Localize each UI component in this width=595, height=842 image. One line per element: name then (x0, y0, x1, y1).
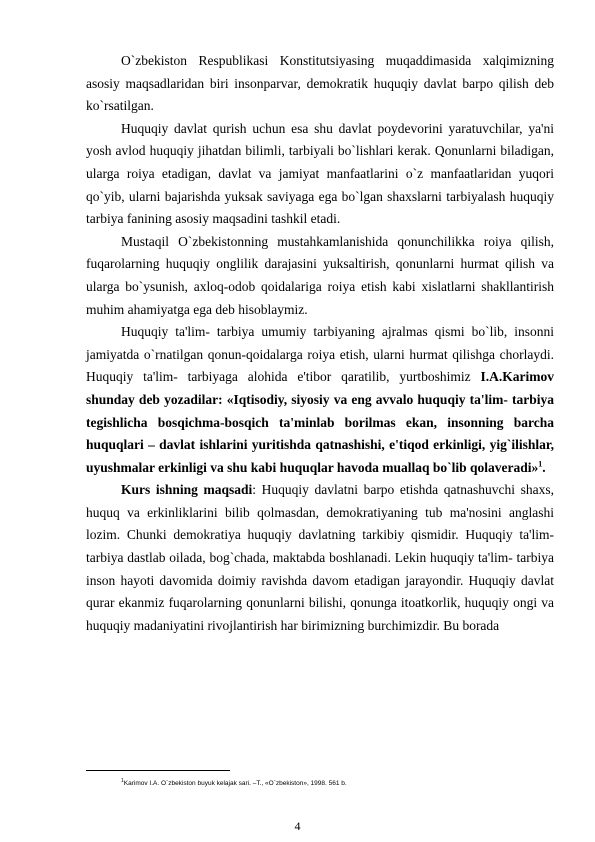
course-goal-label: Kurs ishning maqsadi (121, 482, 253, 498)
paragraph-legal-education (86, 321, 554, 479)
paragraph-text: O`zbekiston Respublikasi Konstitutsiyasing muqaddimasida xalqimizning asosiy maqsadlaridan biri insonparvar, demokratik huquqiy davlat barpo qilish deb ko`rsatilgan. (86, 53, 554, 114)
paragraph-text: : Huquqiy davlatni barpo etishda qatnashuvchi shaxs, huquq va erkinliklarini bilib qolmasdan, demokratiyaning tub ma'nosini anglashi lozim. Chunki demokratiya huquqiy davlatning tarkibiy qismidir. Huquqiy ta'lim- tarbiya dastlab oilada, bog`chada, maktabda boshlanadi. Lekin huquqiy ta'lim- tarbiya inson hayoti davomida doimiy ravishda davom etadigan jarayondir. Huquqiy davlat qurar ekanmiz fuqarolarning qonunlarni bilishi, qonunga itoatkorlik, huquqiy ongi va huquqiy madaniyatini rivojlantirish har birimizning burchimizdir. Bu borada (86, 482, 554, 633)
footnote-reference[interactable]: 1 (538, 459, 543, 469)
footnote (121, 779, 347, 788)
karimov-quote: I.A.Karimov shunday deb yozadilar: «Iqtisodiy, siyosiy va eng avvalo huquqiy ta'lim- tarbiya tegishlicha bosqichma-bosqich ta'minlab borilmas ekan, insonning barcha huquqlari – davlat ishlarini yuritishda qatnashishi, e'tiqod erkinligi, yig`ilishlar, uyushmalar erkinligi va shu kabi huquqlar havoda muallaq bo`lib qolaveradi» (86, 369, 554, 475)
paragraph-independent-uzbekistan (86, 231, 554, 321)
footnote-mark: 1 (121, 777, 124, 784)
paragraph-legal-state (86, 118, 554, 231)
footnote-text: Karimov I.A. O`zbekiston buyuk kelajak sari. –T., «O`zbekiston», 1998. 561 b. (123, 780, 347, 787)
document-body (86, 50, 554, 637)
footnote-divider (86, 770, 230, 771)
paragraph-text: Huquqiy ta'lim- tarbiya umumiy tarbiyaning ajralmas qismi bo`lib, insonni jamiyatda o`rnatilgan qonun-qoidalarga roiya etish, ularni hurmat qilishga chorlaydi. Huquqiy ta'lim- tarbiyaga alohida e'tibor qaratilib, yurtboshimiz (86, 324, 554, 385)
paragraph-constitution (86, 50, 554, 118)
quote-end-period: . (542, 459, 546, 475)
paragraph-text: Mustaqil O`zbekistonning mustahkamlanishida qonunchilikka roiya qilish, fuqarolarning huquqiy onglilik darajasini yuksaltirish, qonunlarni hurmat qilish va ularga bo`ysunish, axloq-odob qoidalariga roiya etish kabi xislatlarni shakllantirish muhim ahamiyatga ega deb hisoblaymiz. (86, 233, 554, 317)
paragraph-text: Huquqiy davlat qurish uchun esa shu davlat poydevorini yaratuvchilar, ya'ni yosh avlod huquqiy jihatdan bilimli, tarbiyali bo`lishlari kerak. Qonunlarni biladigan, ularga roiya etadigan, davlat va jamiyat manfaatlarini o`z manfaatlaridan yuqori qo`yib, ularni bajarishda yuksak saviyaga ega bo`lgan shaxslarni tarbiyalash huquqiy tarbiya fanining asosiy maqsadini tashkil etadi. (86, 120, 554, 227)
paragraph-course-goal (86, 479, 554, 637)
page-number: 4 (294, 819, 301, 833)
